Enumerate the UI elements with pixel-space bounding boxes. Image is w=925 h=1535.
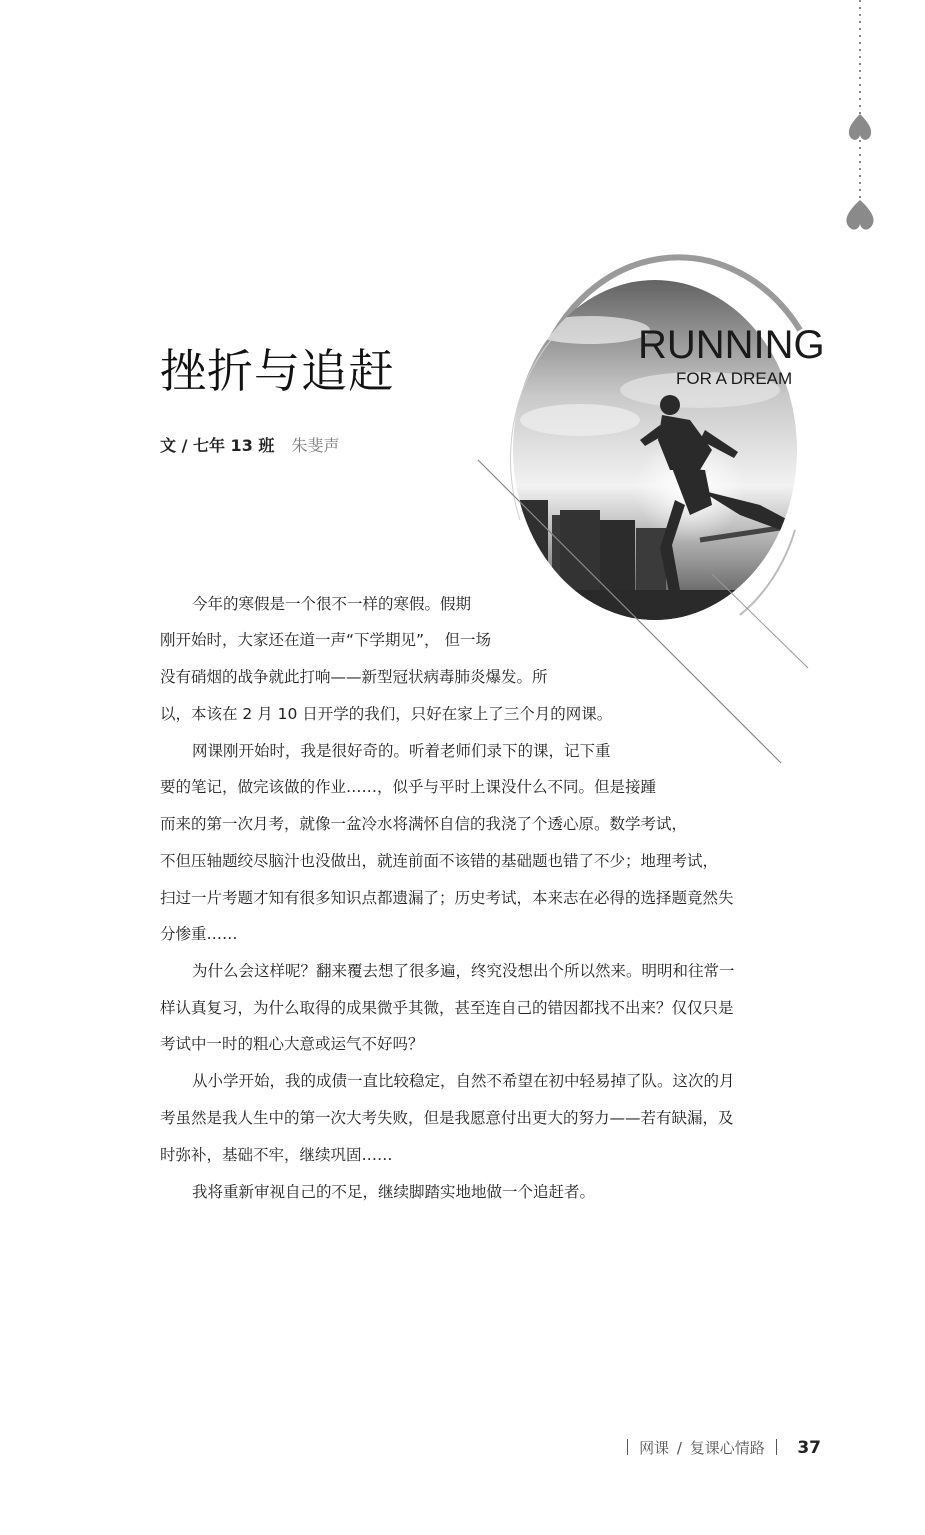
footer-divider [627, 1439, 628, 1455]
paragraph-line: 扫过一片考题才知有很多知识点都遗漏了；历史考试，本来志在必得的选择题竟然失 [160, 889, 734, 907]
paragraph-line: 要的笔记，做完该做的作业……，似乎与平时上课没什么不同。但是接踵 [160, 778, 657, 796]
footer-section: 网课 [639, 1439, 670, 1457]
byline-author: 朱斐声 [291, 436, 340, 455]
paragraph-line: 时弥补，基础不牢，继续巩固…… [160, 1146, 393, 1164]
paragraph-line: 没有硝烟的战争就此打响——新型冠状病毒肺炎爆发。所 [160, 668, 548, 686]
paragraph-line: 分惨重…… [160, 925, 238, 943]
paragraph-line: 考试中一时的粗心大意或运气不好吗？ [160, 1035, 424, 1053]
paragraph-line: 今年的寒假是一个很不一样的寒假。假期 [192, 595, 472, 613]
paragraph-line: 为什么会这样呢？翻来覆去想了很多遍，终究没想出个所以然来。明明和往常一 [192, 962, 735, 980]
paragraph-line: 以，本该在 2 月 10 日开学的我们，只好在家上了三个月的网课。 [160, 705, 613, 723]
paragraph-line: 不但压轴题绞尽脑汁也没做出，就连前面不该错的基础题也错了不少；地理考试， [160, 852, 719, 870]
byline [160, 433, 340, 456]
photo-subline: FOR A DREAM [676, 369, 793, 388]
diagonal-rule-short [712, 574, 808, 668]
page-number: 37 [797, 1438, 821, 1458]
paragraph-line: 我将重新审视自己的不足，继续脚踏实地地做一个追赶者。 [192, 1183, 596, 1201]
paragraph-line: 网课刚开始时，我是很好奇的。听着老师们录下的课，记下重 [192, 742, 611, 760]
heart-icon [846, 200, 873, 230]
page-footer [621, 1437, 821, 1458]
footer-subsection: 复课心情路 [689, 1439, 765, 1457]
paragraph-line: 刚开始时，大家还在道一声“下学期见”， 但一场 [160, 631, 491, 649]
heart-icon [849, 114, 871, 140]
paragraph-line: 而来的第一次月考，就像一盆冷水将满怀自信的我浇了个透心原。数学考试， [160, 815, 688, 833]
footer-divider [776, 1439, 777, 1455]
paragraph-line: 样认真复习，为什么取得的成果微乎其微，甚至连自己的错因都找不出来？仅仅只是 [160, 999, 734, 1017]
paragraph-line: 考虽然是我人生中的第一次大考失败，但是我愿意付出更大的努力——若有缺漏，及 [160, 1109, 734, 1127]
footer-separator: / [676, 1439, 682, 1457]
paragraph-line: 从小学开始，我的成债一直比较稳定，自然不希望在初中轻易掉了队。这次的月 [192, 1072, 735, 1090]
article-title: 挫折与追赶 [160, 344, 395, 398]
byline-class: 文 / 七年 13 班 [160, 436, 275, 455]
photo-headline: RUNNING [638, 323, 825, 367]
